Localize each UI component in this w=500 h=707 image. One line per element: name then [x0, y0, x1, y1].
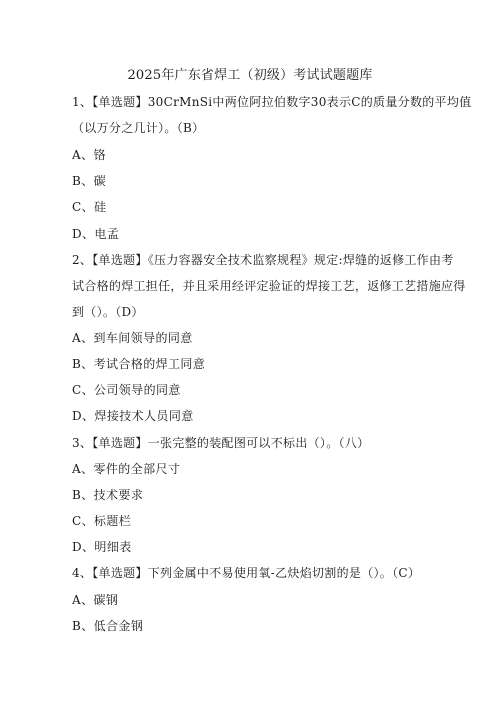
question-1-line-1: 1、【单选题】30CrMnSi中两位阿拉伯数字30表示C的质量分数的平均值	[72, 95, 472, 109]
question-2-line-3: 到（）。（D）	[72, 305, 144, 319]
question-2-line-2: 试合格的焊工担任，并且采用经评定验证的焊接工艺，返修工艺措施应得	[72, 279, 466, 293]
question-1-option-b: B、碳	[72, 174, 107, 188]
question-3-option-c: C、标题栏	[72, 514, 132, 528]
question-2-option-a: A、到车间领导的同意	[72, 331, 193, 345]
question-1-line-2: （以万分之几计）。（B）	[72, 121, 205, 135]
question-2-option-d: D、焊接技术人员同意	[72, 409, 194, 423]
question-4-line-1: 4、【单选题】下列金属中不易使用氧-乙炔焰切割的是（）。（C）	[72, 566, 421, 580]
question-1-option-d: D、电孟	[72, 227, 120, 241]
question-3-line-1: 3、【单选题】一张完整的装配图可以不标出（）。（八）	[72, 436, 370, 450]
question-2-line-1: 2、【单选题】《压力容器安全技术监察规程》规定:焊缝的返修工作由考	[72, 253, 454, 267]
question-3-option-b: B、技术要求	[72, 488, 144, 502]
document-title: 2025年广东省焊工（初级）考试试题题库	[127, 68, 373, 83]
question-3-option-a: A、零件的全部尺寸	[72, 462, 181, 476]
question-4-option-a: A、碳钢	[72, 593, 119, 607]
question-2-option-c: C、公司领导的同意	[72, 383, 181, 397]
question-2-option-b: B、考试合格的焊工同意	[72, 357, 206, 371]
question-1-option-c: C、硅	[72, 200, 107, 214]
question-3-option-d: D、明细表	[72, 540, 132, 554]
question-1-option-a: A、铬	[72, 148, 106, 162]
question-4-option-b: B、低合金钢	[72, 619, 144, 633]
